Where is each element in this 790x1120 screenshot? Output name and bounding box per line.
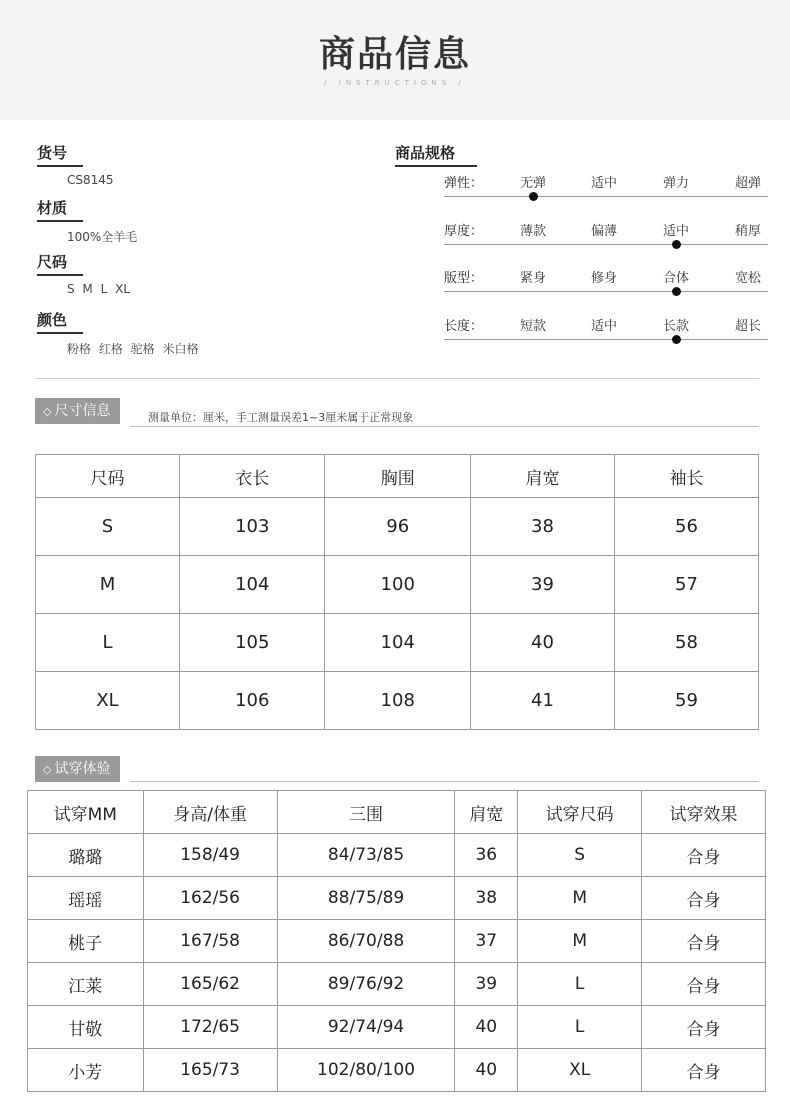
spec-option: 短款 [519, 319, 546, 334]
attr-label: 颜色 [37, 309, 83, 334]
attr-value: 粉格 红格 驼格 米白格 [67, 342, 199, 356]
table-cell: 96 [325, 498, 470, 556]
table-header-cell: 身高/体重 [143, 791, 277, 834]
attr-material [37, 197, 137, 245]
spec-label: 长度： [444, 319, 484, 334]
table-cell: 57 [614, 556, 758, 614]
spec-title: 商品规格 [395, 142, 477, 167]
table-header-cell: 试穿尺码 [518, 791, 642, 834]
table-cell: S [36, 498, 180, 556]
spec-selected-dot [672, 287, 681, 296]
table-cell: 106 [180, 672, 325, 730]
table-cell: 合身 [642, 1006, 766, 1049]
section-tag-label: 尺寸信息 [54, 403, 111, 419]
table-cell: 38 [470, 498, 614, 556]
table-cell: 92/74/94 [277, 1006, 455, 1049]
attr-label: 材质 [37, 197, 83, 222]
table-row [28, 963, 766, 1006]
table-cell: 合身 [642, 963, 766, 1006]
table-row [36, 498, 759, 556]
page-title: 商品信息 [318, 34, 471, 75]
spec-option: 偏薄 [590, 224, 617, 239]
spec-row [444, 220, 768, 260]
table-cell: 102/80/100 [277, 1049, 455, 1092]
attr-value: S M L XL [67, 282, 131, 296]
table-cell: 甘敬 [28, 1006, 144, 1049]
spec-option: 长款 [662, 319, 689, 334]
spec-option: 超长 [734, 319, 761, 334]
table-cell: 88/75/89 [277, 877, 455, 920]
spec-option: 超弹 [734, 176, 761, 191]
table-header-row [28, 791, 766, 834]
table-cell: 162/56 [143, 877, 277, 920]
spec-label: 版型： [444, 271, 484, 286]
spec-option: 稍厚 [734, 224, 761, 239]
table-cell: 41 [470, 672, 614, 730]
table-row [36, 672, 759, 730]
diamond-icon: ◇ [43, 405, 52, 418]
table-cell: 158/49 [143, 834, 277, 877]
table-row [28, 920, 766, 963]
table-row [28, 834, 766, 877]
spec-selected-dot [529, 192, 538, 201]
attr-value: CS8145 [67, 173, 114, 187]
table-cell: 40 [470, 614, 614, 672]
spec-scale-line [444, 244, 768, 245]
spec-row [444, 172, 768, 212]
table-header-cell: 胸围 [325, 455, 470, 498]
table-header-cell: 试穿MM [28, 791, 144, 834]
spec-selected-dot [672, 335, 681, 344]
table-cell: 89/76/92 [277, 963, 455, 1006]
table-cell: 59 [614, 672, 758, 730]
attr-item-number [37, 142, 114, 187]
table-cell: 100 [325, 556, 470, 614]
table-cell: 108 [325, 672, 470, 730]
section-tag-fit [35, 756, 120, 782]
table-cell: 桃子 [28, 920, 144, 963]
table-cell: M [518, 877, 642, 920]
fit-table [27, 790, 766, 1092]
table-cell: 103 [180, 498, 325, 556]
table-cell: 86/70/88 [277, 920, 455, 963]
table-cell: XL [36, 672, 180, 730]
table-header-cell: 肩宽 [470, 455, 614, 498]
section-tag-label: 试穿体验 [54, 761, 111, 777]
spec-label: 厚度： [444, 224, 484, 239]
spec-option: 适中 [590, 176, 617, 191]
table-cell: 40 [455, 1006, 518, 1049]
table-cell: 58 [614, 614, 758, 672]
spec-scale-line [444, 196, 768, 197]
table-cell: 56 [614, 498, 758, 556]
attr-label: 尺码 [37, 251, 83, 276]
diamond-icon: ◇ [43, 763, 52, 776]
table-header-row [36, 455, 759, 498]
table-row [36, 614, 759, 672]
table-header-cell: 尺码 [36, 455, 180, 498]
spec-option: 适中 [590, 319, 617, 334]
table-cell: 39 [470, 556, 614, 614]
table-cell: 167/58 [143, 920, 277, 963]
table-cell: 39 [455, 963, 518, 1006]
table-cell: 165/73 [143, 1049, 277, 1092]
table-cell: M [518, 920, 642, 963]
table-cell: L [518, 1006, 642, 1049]
table-cell: 104 [325, 614, 470, 672]
spec-label: 弹性： [444, 176, 484, 191]
spec-option: 修身 [590, 271, 617, 286]
table-cell: M [36, 556, 180, 614]
table-cell: L [518, 963, 642, 1006]
table-row [28, 1049, 766, 1092]
table-header-cell: 试穿效果 [642, 791, 766, 834]
table-cell: 合身 [642, 834, 766, 877]
table-cell: 172/65 [143, 1006, 277, 1049]
spec-option: 弹力 [662, 176, 689, 191]
table-cell: 瑶瑶 [28, 877, 144, 920]
divider [35, 378, 759, 379]
table-row [28, 877, 766, 920]
table-cell: 104 [180, 556, 325, 614]
table-cell: 40 [455, 1049, 518, 1092]
table-cell: 合身 [642, 920, 766, 963]
table-header-cell: 袖长 [614, 455, 758, 498]
section-tag-size [35, 398, 120, 424]
table-cell: 84/73/85 [277, 834, 455, 877]
spec-selected-dot [672, 240, 681, 249]
table-header-cell: 三围 [277, 791, 455, 834]
spec-option: 无弹 [519, 176, 546, 191]
table-cell: 36 [455, 834, 518, 877]
table-row [28, 1006, 766, 1049]
spec-option: 宽松 [734, 271, 761, 286]
spec-option: 合体 [662, 271, 689, 286]
table-cell: S [518, 834, 642, 877]
table-header-cell: 肩宽 [455, 791, 518, 834]
table-cell: 江莱 [28, 963, 144, 1006]
page-subtitle: / INSTRUCTIONS / [324, 79, 466, 87]
attr-size [37, 251, 130, 296]
attr-value: 100%全羊毛 [67, 230, 138, 244]
table-cell: 合身 [642, 1049, 766, 1092]
table-cell: XL [518, 1049, 642, 1092]
spec-row [444, 267, 768, 307]
spec-option: 薄款 [519, 224, 546, 239]
spec-option: 适中 [662, 224, 689, 239]
spec-row [444, 315, 768, 355]
section-line [130, 781, 759, 782]
table-cell: 37 [455, 920, 518, 963]
spec-scale-line [444, 291, 768, 292]
section-line [130, 426, 759, 427]
table-cell: 小芳 [28, 1049, 144, 1092]
table-cell: 38 [455, 877, 518, 920]
table-cell: L [36, 614, 180, 672]
size-table [35, 454, 759, 730]
attr-label: 货号 [37, 142, 83, 167]
size-note: 测量单位：厘米，手工测量误差1~3厘米属于正常现象 [148, 411, 414, 424]
attr-color [37, 309, 198, 357]
table-cell: 璐璐 [28, 834, 144, 877]
table-cell: 165/62 [143, 963, 277, 1006]
table-row [36, 556, 759, 614]
spec-scale-line [444, 339, 768, 340]
table-cell: 合身 [642, 877, 766, 920]
header-banner [0, 0, 790, 120]
spec-option: 紧身 [519, 271, 546, 286]
table-cell: 105 [180, 614, 325, 672]
table-header-cell: 衣长 [180, 455, 325, 498]
